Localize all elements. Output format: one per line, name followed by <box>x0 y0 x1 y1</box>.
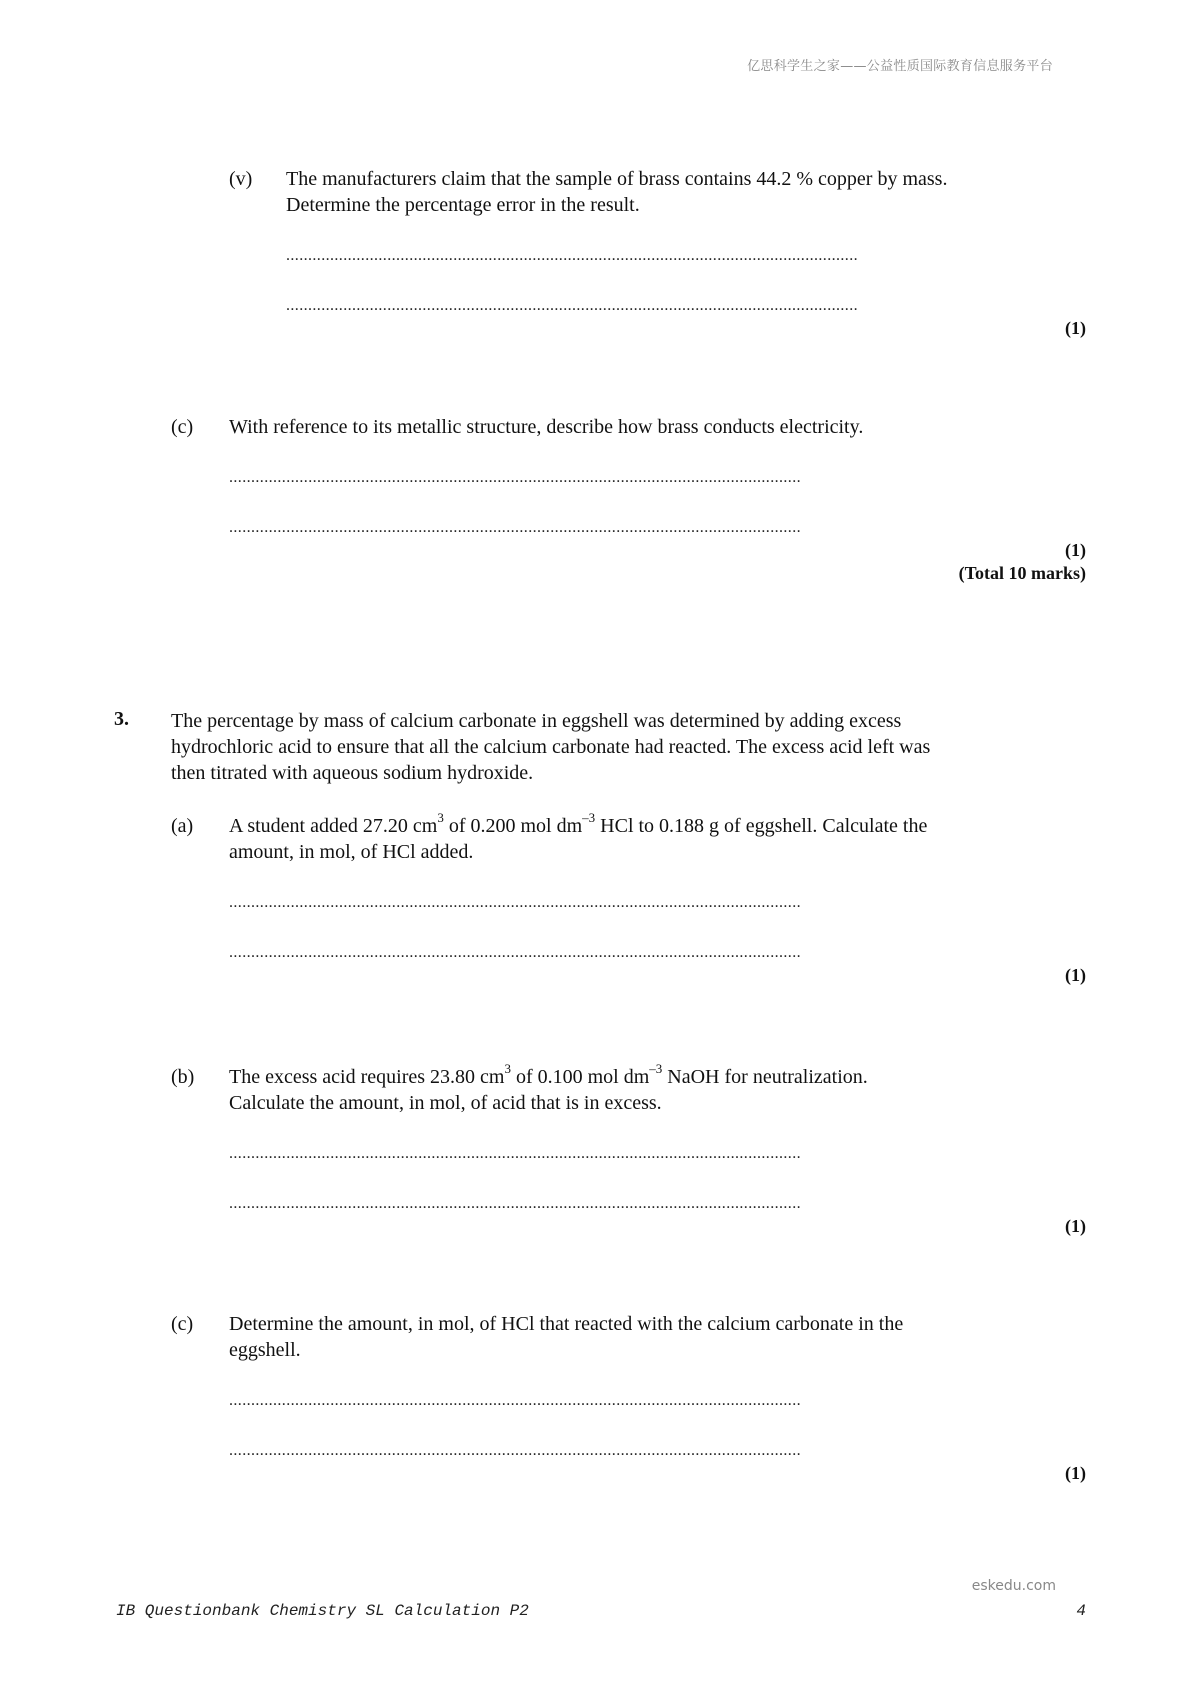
q2v-mark: (1) <box>1065 318 1086 338</box>
answer-line: .................................................................................................................................. <box>229 1196 801 1212</box>
answer-line: .................................................................................................................................. <box>229 1393 801 1409</box>
footer-title: IB Questionbank Chemistry SL Calculation P2 <box>116 1602 529 1620</box>
q2c-text: With reference to its metallic structure, describe how brass conducts electricity. <box>229 416 864 438</box>
answer-line: .................................................................................................................................. <box>229 1146 801 1162</box>
answer-line: .................................................................................................................................. <box>229 945 801 961</box>
page-number: 4 <box>1076 1602 1086 1620</box>
q3b-mark: (1) <box>1065 1216 1086 1236</box>
q3-intro-line1: The percentage by mass of calcium carbonate in eggshell was determined by adding excess <box>171 710 902 732</box>
answer-line: .................................................................................................................................. <box>229 895 801 911</box>
q3b-label: (b) <box>171 1066 195 1088</box>
q2c-mark: (1) <box>1065 540 1086 560</box>
q3c-label: (c) <box>171 1313 194 1335</box>
q3a-line2: amount, in mol, of HCl added. <box>229 841 474 863</box>
answer-line: .................................................................................................................................. <box>229 470 801 486</box>
answer-line: .................................................................................................................................. <box>229 1443 801 1459</box>
page-header: 亿思科学生之家——公益性质国际教育信息服务平台 <box>747 59 1053 74</box>
q3-intro-line2: hydrochloric acid to ensure that all the calcium carbonate had reacted. The excess acid left was <box>171 736 931 758</box>
answer-line: .................................................................................................................................. <box>286 248 858 264</box>
q2v-line2: Determine the percentage error in the result. <box>286 194 640 216</box>
watermark: eskedu.com <box>971 1578 1056 1594</box>
q3b-line2: Calculate the amount, in mol, of acid that is in excess. <box>229 1092 662 1114</box>
q3c-mark: (1) <box>1065 1463 1086 1483</box>
q3a-mark: (1) <box>1065 965 1086 985</box>
q3b-line1: The excess acid requires 23.80 $cm^3$ of 0.100 mol $dm^{-3}$ NaOH for neutralization. <box>229 1061 868 1088</box>
q2v-line1: The manufacturers claim that the sample of brass contains 44.2 % copper by mass. <box>286 168 948 190</box>
q3-number: 3. <box>114 708 129 730</box>
q3c-line2: eggshell. <box>229 1339 301 1361</box>
q3c-line1: Determine the amount, in mol, of HCl that reacted with the calcium carbonate in the <box>229 1313 904 1335</box>
answer-line: .................................................................................................................................. <box>229 520 801 536</box>
q2c-label: (c) <box>171 416 194 438</box>
q2-total-marks: (Total 10 marks) <box>958 563 1086 583</box>
answer-line: .................................................................................................................................. <box>286 298 858 314</box>
q3a-label: (a) <box>171 815 194 837</box>
q2v-label: (v) <box>229 168 253 190</box>
q3a-line1: A student added 27.20 $cm^3$ of 0.200 mol $dm^{-3}$ HCl to 0.188 g of eggshell. Calculate the <box>229 810 928 837</box>
q3-intro-line3: then titrated with aqueous sodium hydroxide. <box>171 762 534 784</box>
